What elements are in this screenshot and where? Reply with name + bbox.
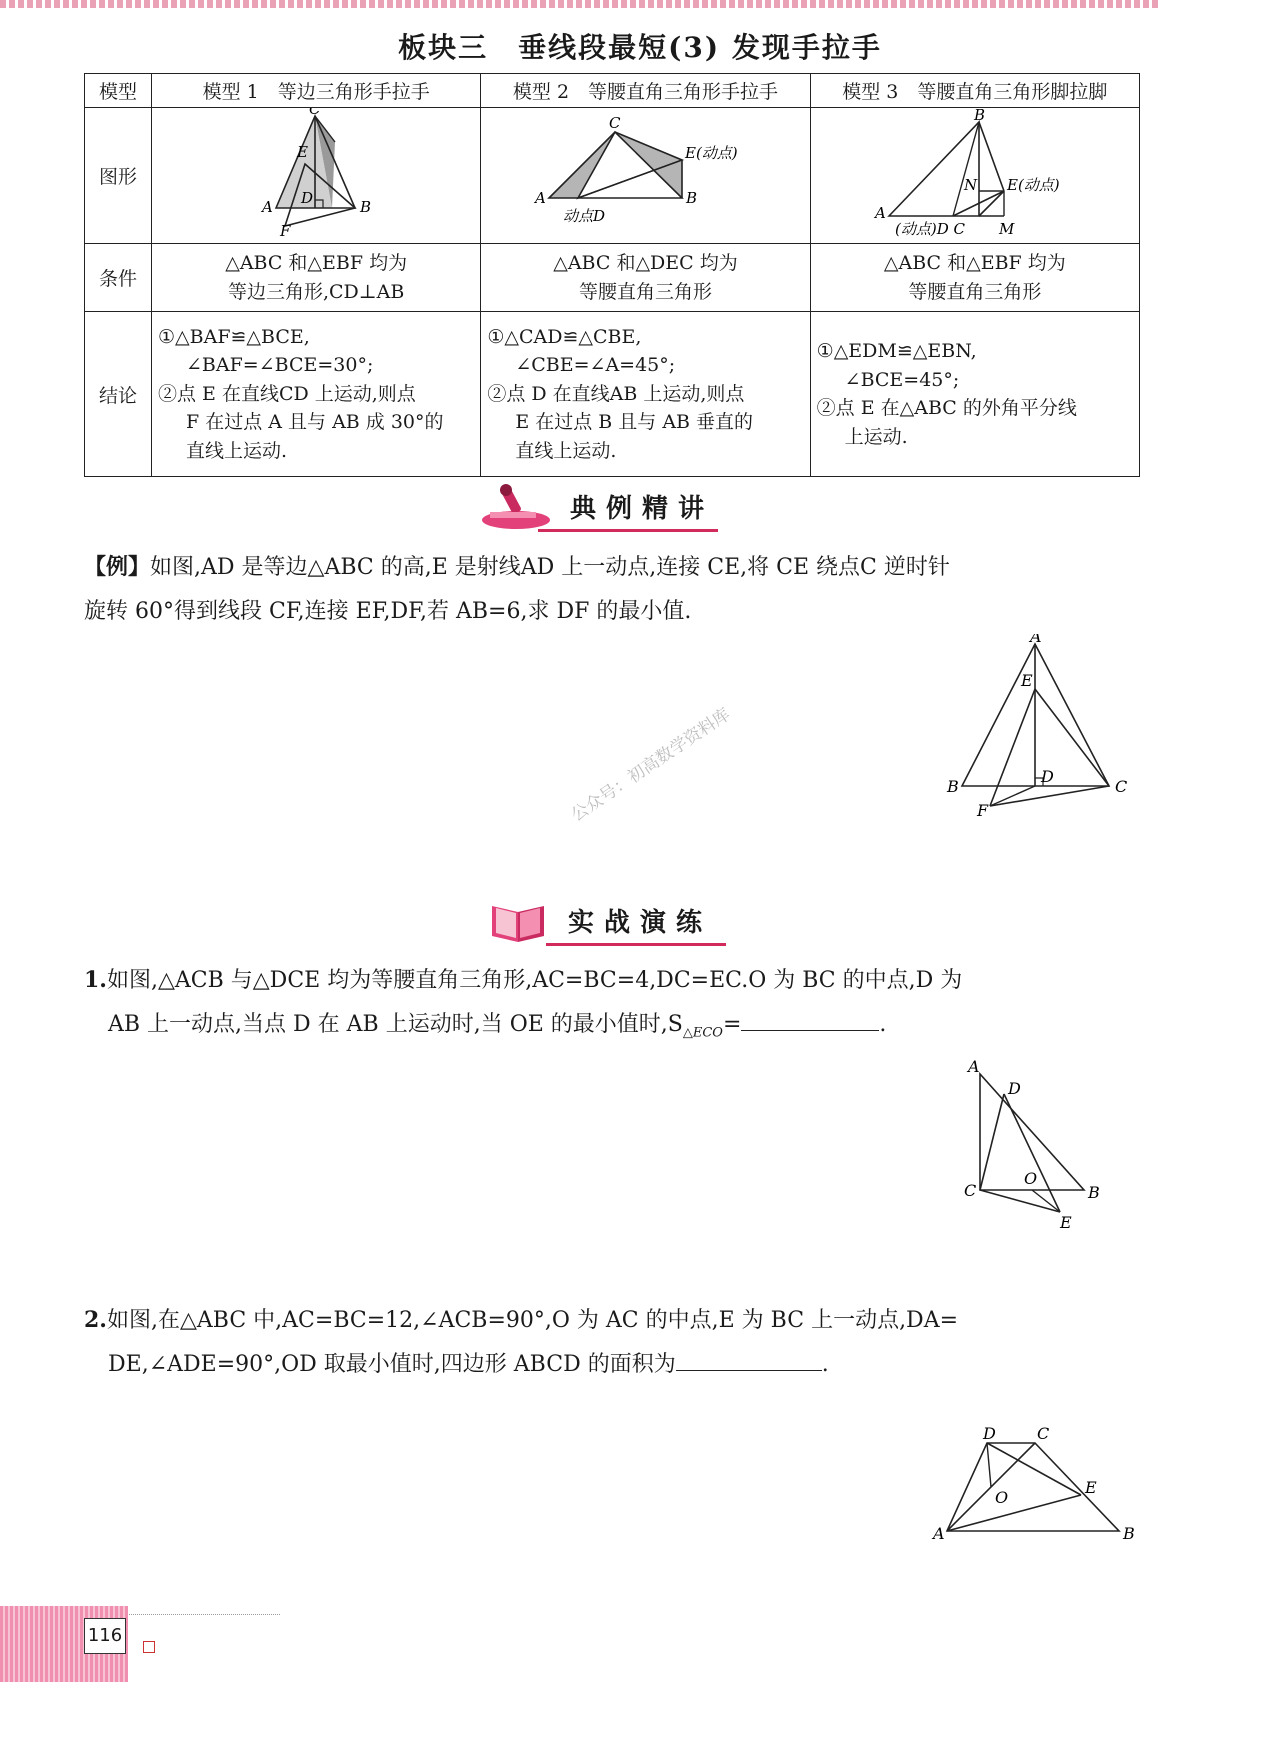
- microscope-icon: [478, 480, 558, 532]
- label-a: A: [535, 189, 547, 207]
- conclusion-text: 直线上运动.: [515, 439, 617, 462]
- segment-cf: [990, 786, 1109, 806]
- problem-1-text: AB 上一动点,当点 D 在 AB 上运动时,当 OE 的最小值时,S: [108, 1012, 683, 1037]
- label-c: C: [1115, 777, 1128, 796]
- label-d: D: [1041, 767, 1054, 786]
- example-line: 旋转 60°得到线段 CF,连接 EF,DF,若 AB=6,求 DF 的最小值.: [84, 599, 692, 624]
- example-heading-label: 典例精讲: [570, 494, 715, 524]
- problem-2-text: 如图,在△ABC 中,AC=BC=12,∠ACB=90°,O 为 AC 的中点,E 为 BC 上一动点,DA=: [106, 1308, 959, 1333]
- label-c: C: [309, 108, 321, 118]
- condition-text: 等腰直角三角形: [908, 280, 1042, 303]
- label-b: B: [1123, 1524, 1135, 1543]
- heading-underline: [546, 943, 726, 946]
- model-3-diagram: [811, 108, 1135, 238]
- conclusion-model-1: [152, 312, 481, 477]
- condition-model-1: [152, 244, 481, 312]
- footer-divider: [120, 1614, 280, 1615]
- label-n: N: [963, 176, 977, 194]
- label-f: F: [977, 801, 989, 819]
- conclusion-text: ②点 D 在直线AB 上运动,则点: [487, 382, 745, 405]
- label-a: A: [874, 204, 886, 222]
- segment-ce: [979, 191, 1004, 216]
- subscript: △ECO: [682, 1025, 723, 1041]
- conclusion-text: ∠CBE=∠A=45°;: [515, 354, 676, 377]
- condition-model-3: [810, 244, 1139, 312]
- problem-2-diagram: [925, 1415, 1145, 1545]
- section-title: 板块三 垂线段最短(3) 发现手拉手: [398, 31, 882, 64]
- label-b: B: [1088, 1183, 1100, 1202]
- conclusion-text: ②点 E 在△ABC 的外角平分线: [816, 397, 1077, 419]
- label-c: C: [609, 114, 621, 132]
- watermark: 公众号：初高数学资料库: [567, 704, 735, 826]
- label-a: A: [1030, 634, 1042, 646]
- conclusion-model-3: [810, 312, 1139, 477]
- model-1-diagram: [152, 108, 476, 238]
- problem-2-figure: [925, 1415, 1145, 1549]
- problem-1-figure: [960, 1060, 1120, 1234]
- conclusion-text: 直线上运动.: [186, 439, 288, 462]
- problem-1-diagram: [960, 1060, 1120, 1230]
- label-c: C: [1037, 1424, 1050, 1443]
- table-header-row: [85, 74, 1140, 108]
- conclusion-text: ①△CAD≌△CBE,: [487, 325, 642, 348]
- label-b: B: [973, 108, 985, 124]
- example-tag: 【例】: [84, 554, 151, 580]
- heading-underline: [538, 529, 718, 532]
- top-decor-band: [0, 0, 1160, 8]
- answer-blank[interactable]: [741, 1010, 879, 1031]
- example-figure: [935, 634, 1155, 823]
- conclusion-text: ①△EDM≌△EBN,: [816, 340, 977, 362]
- problem-2: [84, 1298, 1144, 1387]
- header-model-3: 模型 3 等腰直角三角形脚拉脚: [810, 74, 1139, 108]
- condition-row: [85, 244, 1140, 312]
- label-a: A: [933, 1524, 945, 1543]
- condition-text: △ABC 和△EBF 均为: [883, 251, 1066, 274]
- problem-2-text: DE,∠ADE=90°,OD 取最小值时,四边形 ABCD 的面积为: [108, 1352, 676, 1377]
- label-dc: (动点)D C: [894, 220, 965, 238]
- segment-ae: [947, 1495, 1081, 1531]
- model-table: [84, 73, 1140, 477]
- label-f: F: [280, 222, 291, 238]
- figure-model-2: [481, 108, 810, 244]
- conclusion-row: [85, 312, 1140, 477]
- book-icon: [486, 894, 556, 948]
- period: .: [821, 1352, 829, 1377]
- model-2-diagram: [481, 108, 805, 238]
- label-e: E: [1085, 1478, 1097, 1497]
- header-model-1: 模型 1 等边三角形手拉手: [152, 74, 481, 108]
- condition-text: 等腰直角三角形: [578, 280, 712, 303]
- practice-heading-label: 实战演练: [568, 908, 713, 938]
- figure-label: 图形: [85, 108, 152, 244]
- label-o: O: [1024, 1169, 1038, 1188]
- conclusion-text: ①△BAF≌△BCE,: [158, 325, 310, 348]
- example-line: [84, 545, 1144, 590]
- label-o: O: [995, 1488, 1009, 1507]
- example-heading: [478, 480, 738, 536]
- answer-blank[interactable]: [676, 1350, 822, 1371]
- figure-model-1: [152, 108, 481, 244]
- segment-ce: [980, 1190, 1060, 1212]
- condition-label: 条件: [85, 244, 152, 312]
- condition-model-2: [481, 244, 810, 312]
- label-a: A: [262, 198, 273, 216]
- conclusion-model-2: [481, 312, 810, 477]
- problem-1-number: 1.: [84, 967, 107, 993]
- figure-row: [85, 108, 1140, 244]
- conclusion-text: F 在过点 A 且与 AB 成 30°的: [186, 411, 444, 434]
- conclusion-text: E 在过点 B 且与 AB 垂直的: [515, 411, 754, 434]
- label-e: E: [1021, 671, 1033, 690]
- label-c: C: [964, 1181, 977, 1200]
- page-number: 116: [84, 1618, 126, 1654]
- conclusion-text: ∠BAF=∠BCE=30°;: [186, 354, 374, 377]
- label-b: B: [947, 777, 959, 796]
- label-d: D: [983, 1424, 996, 1443]
- problem-2-number: 2.: [84, 1307, 107, 1333]
- segment-cd: [980, 1094, 1004, 1190]
- period: .: [879, 1012, 887, 1037]
- practice-heading: [486, 894, 738, 950]
- problem-1-line: [84, 1003, 1144, 1055]
- condition-text: △ABC 和△EBF 均为: [225, 251, 408, 274]
- condition-text: 等边三角形,CD⊥AB: [227, 280, 405, 303]
- label-b: B: [360, 198, 372, 216]
- problem-1-text: 如图,△ACB 与△DCE 均为等腰直角三角形,AC=BC=4,DC=EC.O 为 BC 的中点,D 为: [106, 968, 963, 993]
- conclusion-label: 结论: [85, 312, 152, 477]
- label-a: A: [968, 1060, 980, 1076]
- label-d: D: [1008, 1079, 1021, 1098]
- header-label: 模型: [85, 74, 152, 108]
- example-line-text: 如图,AD 是等边△ABC 的高,E 是射线AD 上一动点,连接 CE,将 CE 绕点C 逆时针: [150, 555, 950, 580]
- segment-be: [979, 122, 1004, 191]
- label-e: E(动点): [685, 144, 738, 162]
- equals-sign: =: [722, 1012, 742, 1037]
- example-text: [84, 545, 1144, 634]
- label-b: B: [686, 189, 698, 207]
- problem-2-line: [84, 1343, 1144, 1387]
- label-m: M: [998, 220, 1015, 238]
- conclusion-text: ∠BCE=45°;: [844, 368, 960, 391]
- problem-1-line: [84, 958, 1144, 1003]
- page-marker: [143, 1641, 155, 1653]
- label-d: D: [301, 189, 314, 207]
- label-e: E: [1060, 1213, 1072, 1230]
- figure-model-3: [810, 108, 1139, 244]
- label-e: E(动点): [1006, 176, 1060, 194]
- problem-1: [84, 958, 1144, 1055]
- segment-od: [987, 1443, 991, 1487]
- label-d: 动点D: [563, 207, 606, 225]
- problem-2-line: [84, 1298, 1144, 1343]
- conclusion-text: 上运动.: [844, 425, 908, 448]
- header-model-2: 模型 2 等腰直角三角形手拉手: [481, 74, 810, 108]
- condition-text: △ABC 和△DEC 均为: [553, 251, 738, 274]
- label-e: E: [297, 143, 308, 161]
- conclusion-text: ②点 E 在直线CD 上运动,则点: [158, 382, 416, 405]
- example-diagram: [935, 634, 1155, 819]
